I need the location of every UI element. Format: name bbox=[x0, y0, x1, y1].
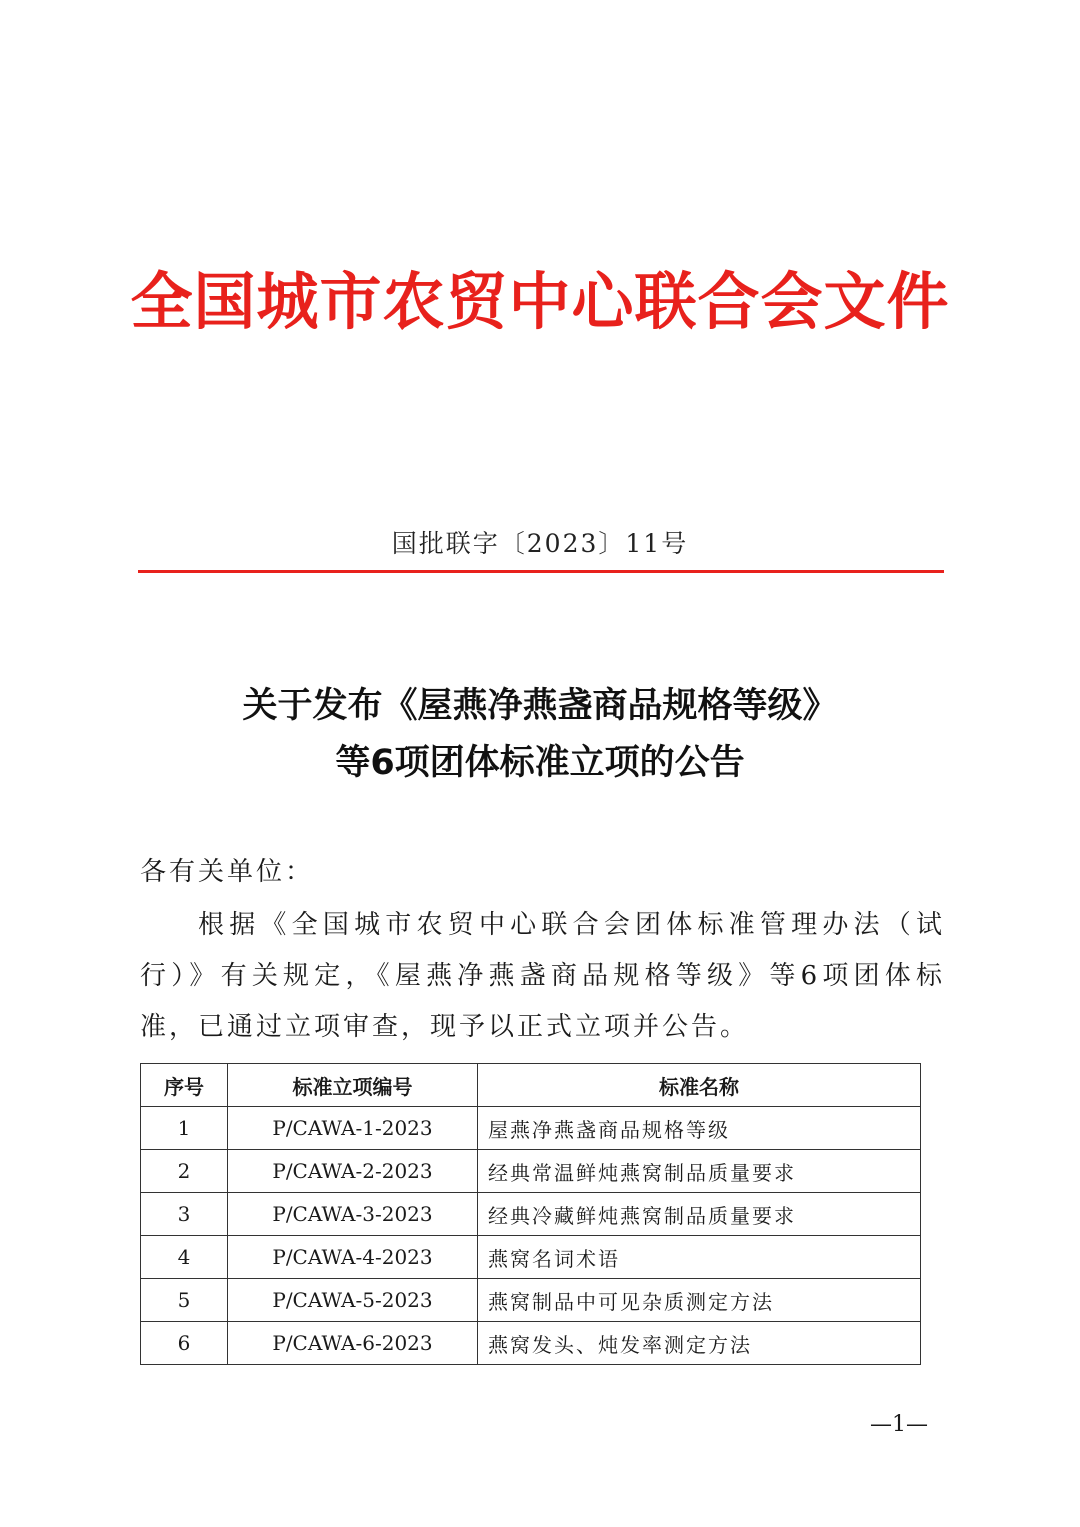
row-name: 燕窝制品中可见杂质测定方法 bbox=[478, 1279, 921, 1322]
row-index: 1 bbox=[141, 1107, 228, 1150]
header-index: 序号 bbox=[141, 1064, 228, 1107]
table-header-row bbox=[141, 1064, 921, 1107]
announcement-title-line-2: 等6项团体标准立项的公告 bbox=[335, 743, 745, 783]
table-row bbox=[141, 1236, 921, 1279]
row-name: 燕窝发头、炖发率测定方法 bbox=[478, 1322, 921, 1365]
row-code: P/CAWA-2-2023 bbox=[228, 1150, 478, 1193]
row-name: 屋燕净燕盏商品规格等级 bbox=[478, 1107, 921, 1150]
announcement-title-line-1: 关于发布《屋燕净燕盏商品规格等级》 bbox=[242, 686, 838, 726]
row-code: P/CAWA-4-2023 bbox=[228, 1236, 478, 1279]
table-row bbox=[141, 1193, 921, 1236]
table-row bbox=[141, 1150, 921, 1193]
standards-table bbox=[140, 1063, 921, 1365]
row-code: P/CAWA-1-2023 bbox=[228, 1107, 478, 1150]
row-code: P/CAWA-5-2023 bbox=[228, 1279, 478, 1322]
body-paragraph: 根据《全国城市农贸中心联合会团体标准管理办法（试行）》有关规定，《屋燕净燕盏商品规格等级》等6项团体标准，已通过立项审查，现予以正式立项并公告。 bbox=[140, 910, 945, 1042]
page-number: —1— bbox=[870, 1412, 928, 1437]
red-divider bbox=[138, 570, 944, 573]
salutation: 各有关单位： bbox=[140, 857, 315, 887]
row-name: 燕窝名词术语 bbox=[478, 1236, 921, 1279]
row-code: P/CAWA-6-2023 bbox=[228, 1322, 478, 1365]
masthead-title: 全国城市农贸中心联合会文件 bbox=[130, 265, 950, 338]
document-number: 国批联字〔2023〕11号 bbox=[391, 529, 689, 558]
row-index: 6 bbox=[141, 1322, 228, 1365]
table-row bbox=[141, 1322, 921, 1365]
table-row bbox=[141, 1279, 921, 1322]
announcement-title bbox=[0, 678, 1080, 792]
row-name: 经典冷藏鲜炖燕窝制品质量要求 bbox=[478, 1193, 921, 1236]
row-index: 5 bbox=[141, 1279, 228, 1322]
row-code: P/CAWA-3-2023 bbox=[228, 1193, 478, 1236]
table-row bbox=[141, 1107, 921, 1150]
row-name: 经典常温鲜炖燕窝制品质量要求 bbox=[478, 1150, 921, 1193]
header-name: 标准名称 bbox=[478, 1064, 921, 1107]
header-code: 标准立项编号 bbox=[228, 1064, 478, 1107]
row-index: 2 bbox=[141, 1150, 228, 1193]
row-index: 4 bbox=[141, 1236, 228, 1279]
row-index: 3 bbox=[141, 1193, 228, 1236]
